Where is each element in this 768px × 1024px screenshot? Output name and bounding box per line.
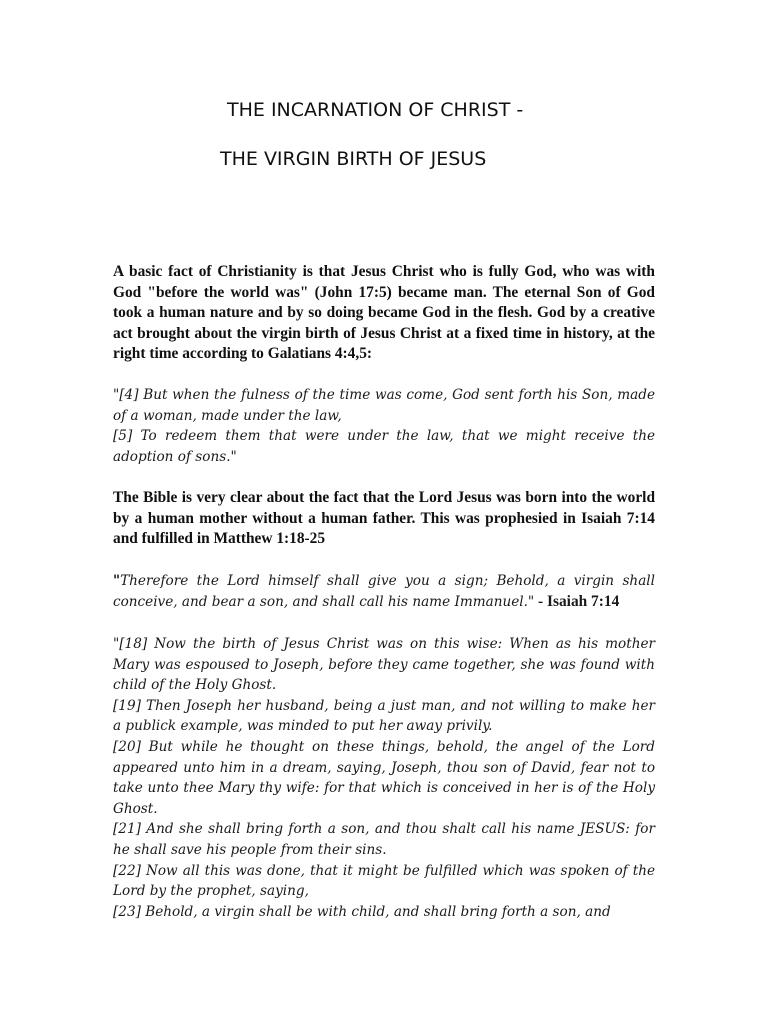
matthew-verse-20: [20] But while he thought on these things, behold, the angel of the Lord appeared unto him in a dream, saying, Joseph, thou son of David, fear not to take unto thee Mary thy wife: for that which is conceived in her is of the Holy Ghost. xyxy=(113,738,655,817)
galatians-verse-4: "[4] But when the fulness of the time was come, God sent forth his Son, made of a woman, made under the law, xyxy=(113,387,655,424)
matthew-verse-23: [23] Behold, a virgin shall be with child, and shall bring forth a son, and xyxy=(113,903,611,920)
document-title-line-1: THE INCARNATION OF CHRIST - xyxy=(227,99,524,121)
matthew-quote xyxy=(113,634,655,922)
matthew-verse-19: [19] Then Joseph her husband, being a just man, and not willing to make her a publick example, was minded to put her away privily. xyxy=(113,697,655,735)
galatians-quote xyxy=(113,385,655,467)
matthew-verse-21: [21] And she shall bring forth a son, and thou shalt call his name JESUS: for he shall save his people from their sins. xyxy=(113,821,655,858)
document-title-line-2: THE VIRGIN BIRTH OF JESUS xyxy=(220,148,487,170)
isaiah-quote-text: Therefore the Lord himself shall give you a sign; Behold, a virgin shall conceive, and bear a son, and shall call his name Immanuel." xyxy=(113,573,655,610)
matthew-verse-18: "[18] Now the birth of Jesus Christ was on this wise: When as his mother Mary was espoused to Joseph, before they came together, she was found with child of the Holy Ghost. xyxy=(113,636,655,694)
bible-paragraph: The Bible is very clear about the fact that the Lord Jesus was born into the world by a human mother without a human father. This was prophesied in Isaiah 7:14 and fulfilled in Matthew 1:18-25 xyxy=(113,489,655,547)
matthew-verse-22: [22] Now all this was done, that it might be fulfilled which was spoken of the Lord by the prophet, saying, xyxy=(113,862,655,900)
galatians-verse-5: [5] To redeem them that were under the law, that we might receive the adoption of sons." xyxy=(113,428,655,465)
isaiah-quote xyxy=(113,571,655,612)
isaiah-open-quote-mark: " xyxy=(113,573,121,589)
isaiah-reference: - Isaiah 7:14 xyxy=(534,592,620,610)
intro-paragraph: A basic fact of Christianity is that Jesus Christ who is fully God, who was with God "before the world was" (John 17:5) became man. The eternal Son of God took a human nature and by so doing became God in the flesh. God by a creative act brought about the virgin birth of Jesus Christ at a fixed time in history, at the right time according to Galatians 4:4,5: xyxy=(113,263,655,362)
